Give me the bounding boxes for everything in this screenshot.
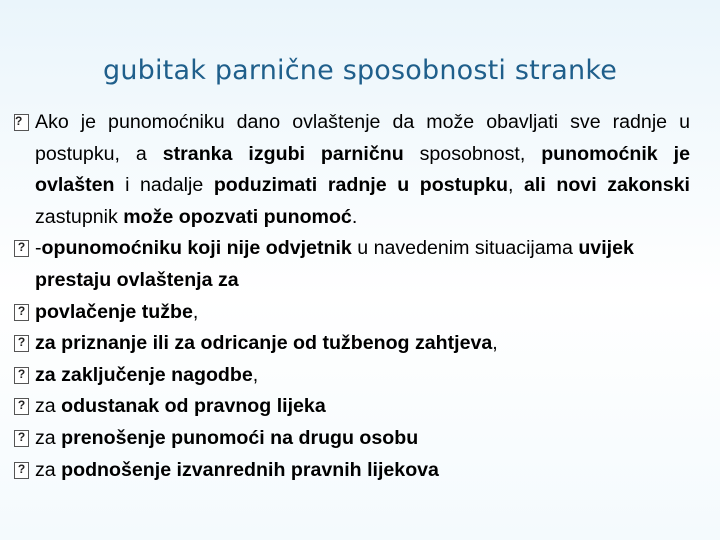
bold-text-run: punomoćnik je ovlašten xyxy=(35,142,690,197)
missing-glyph-bullet-icon xyxy=(14,367,29,384)
text-run: , xyxy=(492,332,498,355)
text-run: za xyxy=(35,458,62,481)
bold-text-run: može opozvati punomoć xyxy=(123,205,352,228)
text-run: zastupnik xyxy=(35,205,124,228)
bullet-paragraph xyxy=(14,391,690,423)
bullet-paragraph xyxy=(14,107,690,233)
slide-title: gubitak parnične sposobnosti stranke xyxy=(102,55,618,86)
bold-text-run: povlačenje tužbe xyxy=(35,300,193,323)
bold-text-run: poduzimati radnje u postupku xyxy=(213,174,508,197)
bold-text-run: ali novi zakonski xyxy=(523,174,690,197)
bold-text-run: opunomoćniku koji nije odvjetnik xyxy=(41,237,352,260)
text-run: , xyxy=(252,363,259,386)
bullet-paragraph xyxy=(14,233,690,296)
bullet-paragraph xyxy=(14,328,690,360)
text-run: Ako je punomoćniku dano ovlaštenje da može obavljati sve radnje u postupku, a xyxy=(35,111,690,165)
missing-glyph-bullet-icon xyxy=(14,240,29,257)
text-run: , xyxy=(507,174,524,197)
text-run: . xyxy=(351,205,358,228)
text-run: za xyxy=(35,426,62,449)
text-run: za xyxy=(35,395,62,418)
text-run: i nadalje xyxy=(114,174,214,197)
bold-text-run: podnošenje izvanrednih pravnih lijekova xyxy=(61,458,439,481)
text-run: - xyxy=(35,237,42,260)
text-run: , xyxy=(192,300,199,323)
bold-text-run: odustanak od pravnog lijeka xyxy=(61,395,326,418)
slide-body xyxy=(14,107,690,486)
missing-glyph-bullet-icon xyxy=(14,398,29,415)
missing-glyph-bullet-icon xyxy=(14,114,29,131)
bullet-paragraph xyxy=(14,360,690,392)
bullet-paragraph xyxy=(14,297,690,329)
text-run: u navedenim situacijama xyxy=(351,237,579,260)
missing-glyph-bullet-icon xyxy=(14,430,29,447)
bullet-paragraph xyxy=(14,455,690,487)
bullet-paragraph xyxy=(14,423,690,455)
text-run: sposobnost, xyxy=(403,142,542,165)
bold-text-run: prenošenje punomoći na drugu osobu xyxy=(61,426,419,449)
missing-glyph-bullet-icon xyxy=(14,462,29,479)
bold-text-run: za priznanje ili za odricanje od tužbenog zahtjeva xyxy=(35,332,493,355)
missing-glyph-bullet-icon xyxy=(14,335,29,352)
missing-glyph-bullet-icon xyxy=(14,304,29,321)
bold-text-run: uvijek prestaju ovlaštenja za xyxy=(35,237,634,291)
bold-text-run: za zaključenje nagodbe xyxy=(35,363,253,386)
bold-text-run: stranka izgubi parničnu xyxy=(162,142,404,165)
